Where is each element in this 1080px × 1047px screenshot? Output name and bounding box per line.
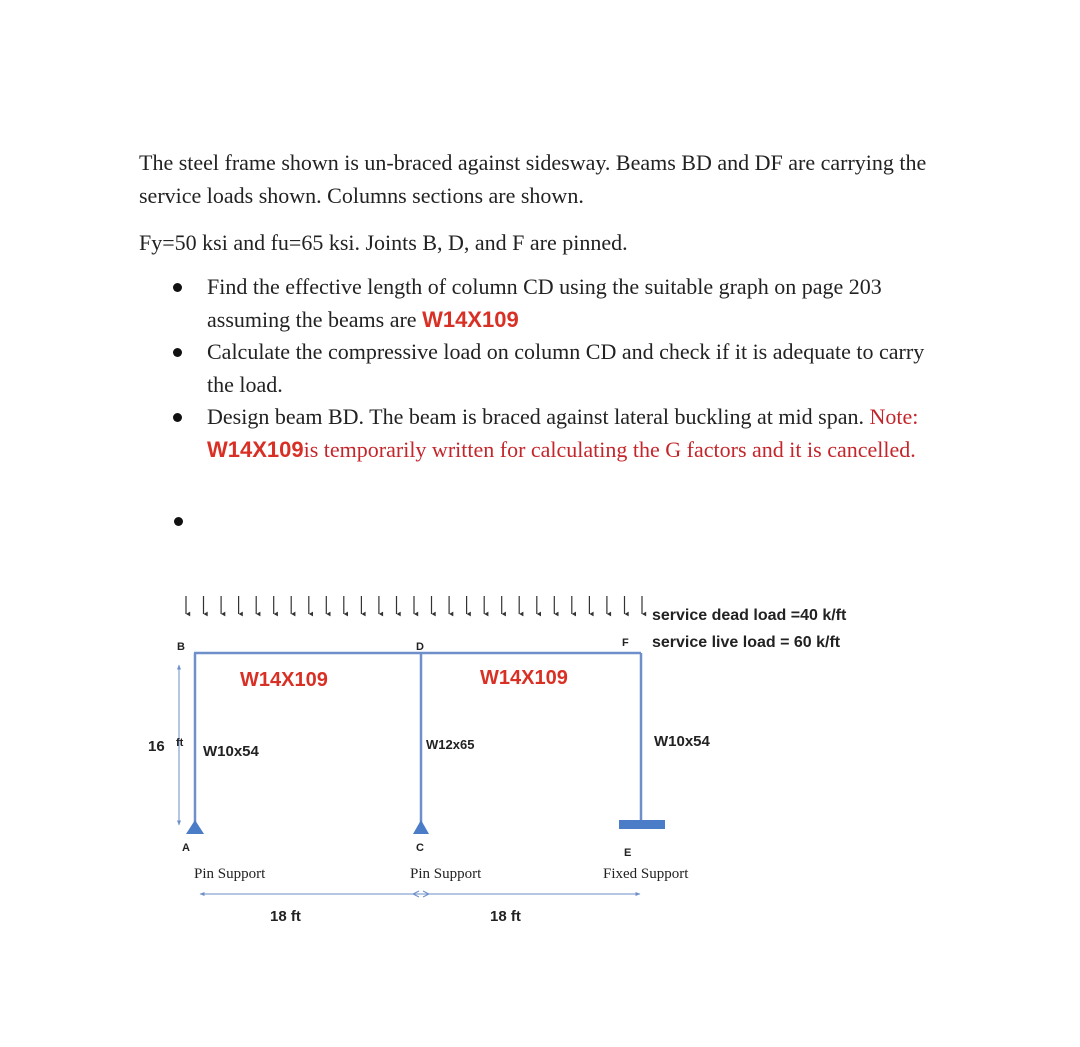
- span-bd: 18 ft: [270, 908, 301, 925]
- joint-b-label: B: [177, 641, 185, 653]
- joint-a-label: A: [182, 842, 190, 854]
- beam-bd-section: W14X109: [240, 669, 328, 691]
- support-e-label: Fixed Support: [603, 866, 689, 882]
- material-properties: Fy=50 ksi and fu=65 ksi. Joints B, D, and F are pinned.: [139, 230, 628, 255]
- column-cd-section: W12x65: [426, 737, 475, 752]
- joint-f-label: F: [622, 637, 629, 649]
- dead-load-label: service dead load =40 k/ft: [652, 607, 847, 624]
- column-ef-section: W10x54: [654, 733, 710, 750]
- note-section: W14X109: [207, 436, 304, 462]
- span-df: 18 ft: [490, 908, 521, 925]
- problem-intro: The steel frame shown is un-braced against sidesway. Beams BD and DF are carrying the service loads shown. Columns sections are shown.: [139, 150, 927, 208]
- task-text: Calculate the compressive load on column CD and check if it is adequate to carry the load.: [207, 339, 925, 397]
- note-text: is temporarily written for calculating the G factors and it is cancelled.: [303, 436, 916, 462]
- beam-df-section: W14X109: [480, 667, 568, 689]
- height-value: 16: [148, 738, 165, 755]
- task-text: Design beam BD. The beam is braced against lateral buckling at mid span.: [207, 404, 870, 429]
- note-prefix: Note:: [869, 404, 919, 429]
- live-load-label: service live load = 60 k/ft: [652, 634, 841, 651]
- height-unit: ft: [176, 737, 184, 749]
- distributed-load-arrows: [186, 596, 642, 614]
- fixed-support-e-icon: [619, 820, 665, 829]
- support-a-label: Pin Support: [194, 866, 266, 882]
- section-highlight: W14X109: [422, 306, 519, 332]
- joint-e-label: E: [624, 847, 632, 859]
- support-c-label: Pin Support: [410, 866, 482, 882]
- joint-c-label: C: [416, 842, 424, 854]
- pin-support-c-icon: [413, 820, 429, 834]
- joint-d-label: D: [416, 641, 424, 653]
- pin-support-a-icon: [186, 820, 204, 834]
- column-ab-section: W10x54: [203, 743, 259, 760]
- task-text: Find the effective length of column CD using the suitable graph on page 203 assuming the beams are: [207, 274, 882, 332]
